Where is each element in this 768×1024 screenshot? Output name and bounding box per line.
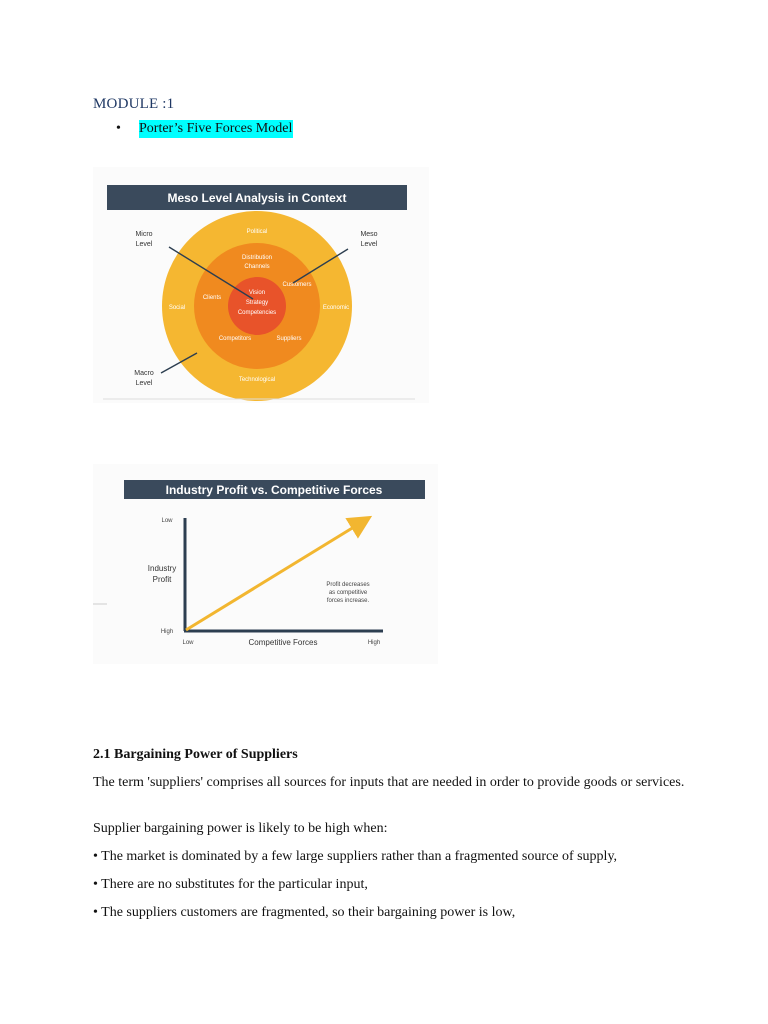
bullet-item [116,120,293,138]
label-macro-level: Level [135,380,153,387]
figure1-title: Meso Level Analysis in Context [167,191,347,205]
bullet-text: Porter’s Five Forces Model [139,121,293,136]
label-economic: Economic [322,305,350,311]
label-competencies: Competencies [237,310,277,316]
x-tick-high: High [367,640,381,646]
label-clients: Clients [202,295,222,301]
core-circle [228,277,286,335]
list-item-no-substitutes: • There are no substitutes for the particular input, [93,877,368,892]
label-political: Political [246,229,268,235]
module-title: MODULE :1 [93,96,175,112]
label-suppliers: Suppliers [276,336,302,342]
annotation-line-2: as competitive [328,590,368,596]
x-axis-label: Competitive Forces [248,638,318,647]
label-social: Social [168,305,186,311]
label-vision: Vision [248,290,266,296]
label-distribution: Distribution [241,255,273,261]
list-item-dominated-market: • The market is dominated by a few large suppliers rather than a fragmented source of supply, [93,849,618,864]
label-competitors: Competitors [218,336,252,342]
label-technological: Technological [238,377,276,383]
label-micro: Micro [135,231,153,238]
list-item-fragmented-customers: • The suppliers customers are fragmented, so their bargaining power is low, [93,905,516,920]
trend-arrow [186,519,370,630]
label-meso: Meso [360,231,378,238]
label-micro-level: Level [135,241,153,248]
label-channels: Channels [244,264,270,270]
annotation-line-3: forces increase. [326,598,370,604]
section-heading: 2.1 Bargaining Power of Suppliers [93,747,298,762]
y-axis-label-profit: Profit [152,575,172,584]
meso-level-figure [93,167,429,403]
y-axis-label-industry: Industry [147,564,177,573]
y-tick-high: High [160,629,174,635]
bullet-symbol: • [116,121,121,136]
label-strategy: Strategy [245,300,269,306]
profit-forces-figure [93,464,438,664]
label-customers: Customers [282,282,312,288]
y-tick-low: Low [161,518,173,524]
figure2-title: Industry Profit vs. Competitive Forces [165,483,383,497]
x-tick-low: Low [182,640,194,646]
paragraph-high-power-intro: Supplier bargaining power is likely to be high when: [93,821,388,836]
label-meso-level: Level [360,241,378,248]
annotation-line-1: Profit decreases [326,582,370,588]
label-macro: Macro [134,370,154,377]
paragraph-suppliers-definition: The term 'suppliers' comprises all sources for inputs that are needed in order to provide goods or services. [93,775,685,790]
